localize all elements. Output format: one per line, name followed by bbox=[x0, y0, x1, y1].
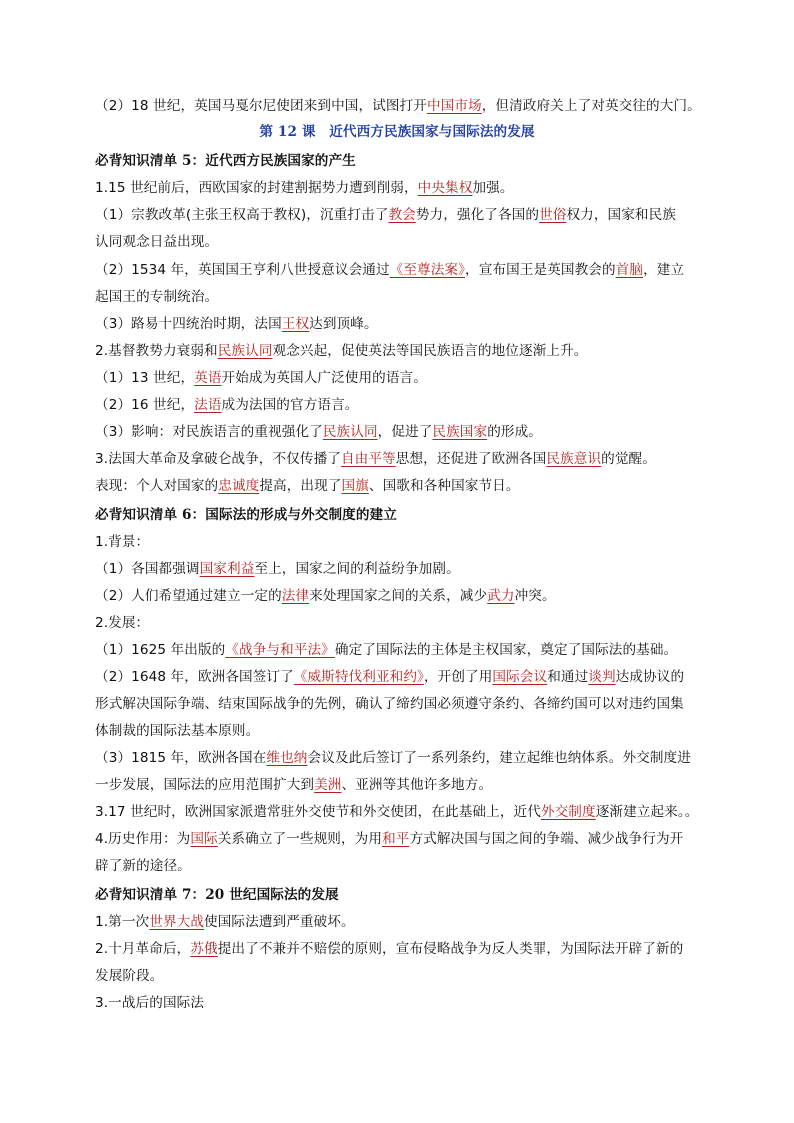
text-line bbox=[95, 395, 710, 415]
text-segment: 和通过 bbox=[547, 669, 589, 685]
text-segment: （1）宗教改革(主张王权高于教权)，沉重打击了 bbox=[95, 207, 389, 223]
text-line bbox=[95, 939, 710, 959]
key-term: 民族意识 bbox=[546, 451, 602, 467]
text-segment: 的形成。 bbox=[487, 424, 542, 440]
text-line bbox=[95, 260, 710, 280]
text-segment: 3.17 世纪时，欧洲国家派遣常驻外交使节和外交使团，在此基础上，近代 bbox=[95, 804, 541, 820]
key-term: 世俗 bbox=[539, 207, 567, 223]
text-line bbox=[95, 721, 710, 741]
text-line bbox=[95, 829, 710, 849]
text-line bbox=[95, 96, 710, 116]
text-segment: 会议及此后签订了一系列条约，建立起维也纳体系。外交制度进 bbox=[307, 750, 691, 766]
text-segment: （3）1815 年，欧洲各国在 bbox=[95, 750, 267, 766]
text-line bbox=[95, 586, 710, 606]
key-term: 英语 bbox=[194, 370, 222, 386]
key-term: 外交制度 bbox=[540, 804, 596, 820]
text-segment: ，开创了用 bbox=[423, 669, 493, 685]
text-segment: 方式解决国与国之间的争端、减少战争行为开 bbox=[409, 831, 684, 847]
text-line bbox=[95, 368, 710, 388]
text-line bbox=[95, 856, 710, 876]
text-segment: 来处理国家之间的关系，减少 bbox=[309, 588, 488, 604]
text-line bbox=[95, 287, 710, 307]
text-segment: ，促进了 bbox=[377, 424, 433, 440]
text-segment: 使国际法遭到严重破坏。 bbox=[204, 914, 355, 930]
text-segment: 表现：个人对国家的 bbox=[95, 478, 219, 494]
text-line bbox=[95, 640, 710, 660]
text-segment: （2）18 世纪，英国马戛尔尼使团来到中国，试图打开 bbox=[95, 98, 427, 114]
text-line bbox=[95, 748, 710, 768]
text-segment: 1.15 世纪前后，西欧国家的封建割据势力遭到削弱， bbox=[95, 180, 418, 196]
key-term: 法语 bbox=[194, 397, 222, 413]
text-line bbox=[95, 532, 710, 552]
key-term: 民族国家 bbox=[432, 424, 488, 440]
text-line bbox=[95, 613, 710, 633]
text-segment: 一步发展，国际法的应用范围扩大到 bbox=[95, 777, 315, 793]
key-term: 维也纳 bbox=[266, 750, 308, 766]
text-segment: 3.一战后的国际法 bbox=[95, 995, 205, 1011]
key-term: 中央集权 bbox=[417, 180, 473, 196]
text-segment: 必背知识清单 5：近代西方民族国家的产生 bbox=[95, 153, 356, 169]
key-term: 法律 bbox=[281, 588, 310, 604]
text-line bbox=[95, 232, 710, 252]
key-term: 首脑 bbox=[615, 262, 644, 278]
key-term: 自由平等 bbox=[340, 451, 396, 467]
text-segment: 1.第一次 bbox=[95, 914, 150, 930]
text-segment: 起国王的专制统治。 bbox=[95, 289, 219, 305]
text-segment: 体制裁的国际法基本原则。 bbox=[95, 723, 260, 739]
text-line bbox=[95, 178, 710, 198]
text-segment: ，宣布国王是英国教会的 bbox=[465, 262, 616, 278]
text-line bbox=[95, 422, 710, 442]
text-segment: 认同观念日益出现。 bbox=[95, 234, 219, 250]
key-term: 国际 bbox=[190, 831, 218, 847]
text-line bbox=[95, 966, 710, 986]
key-term: 《威斯特伐利亚和约》 bbox=[293, 669, 424, 685]
text-line bbox=[95, 667, 710, 687]
text-segment: 3.法国大革命及拿破仑战争，不仅传播了 bbox=[95, 451, 341, 467]
text-segment: 提出了不兼并不赔偿的原则，宣布侵略战争为反人类罪，为国际法开辟了新的 bbox=[217, 941, 684, 957]
text-segment: （3）影响：对民族语言的重视强化了 bbox=[95, 424, 323, 440]
text-line bbox=[95, 476, 710, 496]
key-term: 和平 bbox=[382, 831, 410, 847]
key-term: 民族认同 bbox=[322, 424, 378, 440]
text-segment: （1）1625 年出版的 bbox=[95, 642, 226, 658]
text-segment: （3）路易十四统治时期，法国 bbox=[95, 316, 282, 332]
text-segment: 2.发展： bbox=[95, 615, 150, 631]
text-segment: 权力，国家和民族 bbox=[566, 207, 677, 223]
text-line bbox=[95, 775, 710, 795]
text-segment: （2）1648 年，欧洲各国签订了 bbox=[95, 669, 294, 685]
text-segment: （2）16 世纪， bbox=[95, 397, 195, 413]
text-line bbox=[95, 205, 710, 225]
text-segment: 思想，还促进了欧洲各国 bbox=[395, 451, 547, 467]
key-term: 国旗 bbox=[341, 478, 369, 494]
key-term: 苏俄 bbox=[190, 941, 218, 957]
text-segment: 观念兴起，促使英法等国民族语言的地位逐渐上升。 bbox=[272, 343, 588, 359]
text-segment: 2.十月革命后， bbox=[95, 941, 191, 957]
text-line bbox=[95, 993, 710, 1013]
key-term: 谈判 bbox=[588, 669, 616, 685]
text-line bbox=[95, 694, 710, 714]
text-segment: 逐渐建立起来。。 bbox=[595, 804, 699, 820]
text-segment: （2）人们希望通过建立一定的 bbox=[95, 588, 282, 604]
key-term: 中国市场 bbox=[426, 98, 482, 114]
key-term: 王权 bbox=[281, 316, 310, 332]
text-segment: 2.基督教势力衰弱和 bbox=[95, 343, 218, 359]
key-term: 国际会议 bbox=[492, 669, 548, 685]
key-term: 《战争与和平法》 bbox=[225, 642, 335, 658]
text-segment: 发展阶段。 bbox=[95, 968, 164, 984]
text-segment: 冲突。 bbox=[514, 588, 556, 604]
text-line bbox=[95, 449, 710, 469]
text-segment: （2）1534 年，英国国王亨利八世授意议会通过 bbox=[95, 262, 390, 278]
text-line bbox=[95, 912, 710, 932]
key-term: 美洲 bbox=[314, 777, 342, 793]
key-term: 忠诚度 bbox=[218, 478, 260, 494]
key-term: 国家利益 bbox=[199, 561, 255, 577]
text-segment: 达到顶峰。 bbox=[309, 316, 378, 332]
text-segment: 1.背景： bbox=[95, 534, 150, 550]
key-term: 武力 bbox=[487, 588, 515, 604]
text-segment: 关系确立了一些规则，为用 bbox=[217, 831, 383, 847]
key-term: 世界大战 bbox=[149, 914, 205, 930]
text-segment: 必背知识清单 6：国际法的形成与外交制度的建立 bbox=[95, 507, 397, 523]
text-segment: 开始成为英国人广泛使用的语言。 bbox=[221, 370, 427, 386]
text-line bbox=[95, 802, 710, 822]
text-segment: 达成协议的 bbox=[615, 669, 685, 685]
text-segment: 形式解决国际争端、结束国际战争的先例，确认了缔约国必须遵守条约、各缔约国可以对违约国集 bbox=[95, 696, 684, 712]
key-term: 教会 bbox=[388, 207, 416, 223]
section-heading bbox=[95, 505, 710, 525]
text-segment: ，建立 bbox=[643, 262, 685, 278]
text-segment: 4.历史作用：为 bbox=[95, 831, 191, 847]
lesson-title bbox=[0, 122, 794, 142]
section-heading bbox=[95, 885, 710, 905]
text-segment: 成为法国的官方语言。 bbox=[221, 397, 359, 413]
text-line bbox=[95, 314, 710, 334]
text-segment: 提高，出现了 bbox=[259, 478, 342, 494]
key-term: 《至尊法案》 bbox=[389, 262, 466, 278]
text-segment: （1）各国都强调 bbox=[95, 561, 200, 577]
text-segment: 辟了新的途径。 bbox=[95, 858, 191, 874]
text-segment: 确定了国际法的主体是主权国家，奠定了国际法的基础。 bbox=[334, 642, 678, 658]
text-segment: 、亚洲等其他许多地方。 bbox=[341, 777, 493, 793]
text-line bbox=[95, 341, 710, 361]
section-heading bbox=[95, 151, 710, 171]
text-segment: （1）13 世纪， bbox=[95, 370, 195, 386]
text-segment: ，但清政府关上了对英交往的大门。 bbox=[481, 98, 701, 114]
text-segment: 加强。 bbox=[472, 180, 514, 196]
text-segment: 势力，强化了各国的 bbox=[415, 207, 540, 223]
text-segment: 、国歌和各种国家节日。 bbox=[368, 478, 520, 494]
text-line bbox=[95, 559, 710, 579]
text-segment: 至上，国家之间的利益纷争加剧。 bbox=[254, 561, 460, 577]
text-segment: 的觉醒。 bbox=[601, 451, 656, 467]
key-term: 民族认同 bbox=[217, 343, 273, 359]
text-segment: 第 12 课 近代西方民族国家与国际法的发展 bbox=[259, 124, 535, 140]
text-segment: 必背知识清单 7：20 世纪国际法的发展 bbox=[95, 887, 339, 903]
